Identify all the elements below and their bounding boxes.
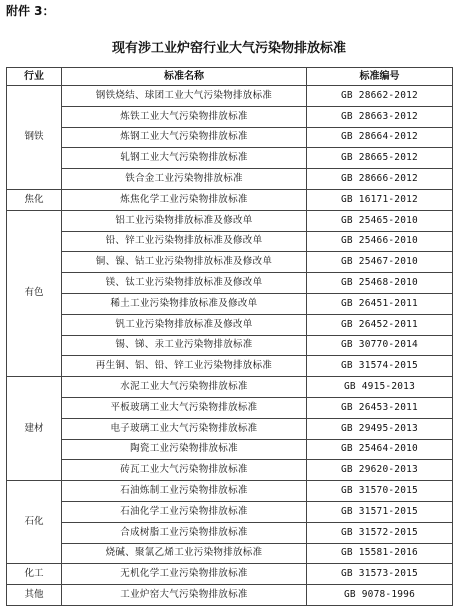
table-row [7,501,453,522]
table-row [7,356,453,377]
industry-cell: 其他 [7,585,62,606]
table-row [7,231,453,252]
standard-name-cell: 钢铁烧结、球团工业大气污染物排放标准 [62,86,307,107]
standard-name-cell: 合成树脂工业污染物排放标准 [62,522,307,543]
table-row [7,397,453,418]
table-row [7,481,453,502]
standard-name-cell: 无机化学工业污染物排放标准 [62,564,307,585]
industry-cell: 石化 [7,481,62,564]
standard-code-cell: GB 28662-2012 [307,86,453,107]
standards-table [6,67,453,606]
industry-cell: 化工 [7,564,62,585]
standard-code-cell: GB 15581-2016 [307,543,453,564]
table-row [7,189,453,210]
table-row [7,585,453,606]
standard-name-cell: 炼焦化学工业污染物排放标准 [62,189,307,210]
standard-name-cell: 石油炼制工业污染物排放标准 [62,481,307,502]
standard-name-cell: 铜、镍、钴工业污染物排放标准及修改单 [62,252,307,273]
table-row [7,293,453,314]
standard-code-cell: GB 25466-2010 [307,231,453,252]
standard-code-cell: GB 31572-2015 [307,522,453,543]
standard-name-cell: 再生铜、铝、铅、锌工业污染物排放标准 [62,356,307,377]
table-header-row [7,68,453,86]
header-standard-name: 标准名称 [62,68,307,86]
standard-code-cell: GB 26453-2011 [307,397,453,418]
header-standard-code: 标准编号 [307,68,453,86]
standard-name-cell: 钒工业污染物排放标准及修改单 [62,314,307,335]
standard-name-cell: 烧碱、聚氯乙烯工业污染物排放标准 [62,543,307,564]
standard-code-cell: GB 29620-2013 [307,460,453,481]
table-row [7,106,453,127]
standard-code-cell: GB 31570-2015 [307,481,453,502]
standard-code-cell: GB 25464-2010 [307,439,453,460]
standard-code-cell: GB 28665-2012 [307,148,453,169]
standard-name-cell: 铅、锌工业污染物排放标准及修改单 [62,231,307,252]
table-row [7,86,453,107]
industry-cell: 钢铁 [7,86,62,190]
standard-name-cell: 铝工业污染物排放标准及修改单 [62,210,307,231]
standard-name-cell: 工业炉窑大气污染物排放标准 [62,585,307,606]
standard-name-cell: 铁合金工业污染物排放标准 [62,169,307,190]
table-row [7,169,453,190]
standard-name-cell: 石油化学工业污染物排放标准 [62,501,307,522]
table-row [7,460,453,481]
standard-code-cell: GB 28664-2012 [307,127,453,148]
table-row [7,314,453,335]
table-row [7,522,453,543]
table-row [7,335,453,356]
standard-code-cell: GB 31573-2015 [307,564,453,585]
document-title: 现有涉工业炉窑行业大气污染物排放标准 [111,41,346,56]
table-row [7,439,453,460]
standard-code-cell: GB 4915-2013 [307,377,453,398]
standard-name-cell: 锡、锑、汞工业污染物排放标准 [62,335,307,356]
standard-code-cell: GB 16171-2012 [307,189,453,210]
standard-name-cell: 平板玻璃工业大气污染物排放标准 [62,397,307,418]
standard-code-cell: GB 31571-2015 [307,501,453,522]
standard-name-cell: 轧钢工业大气污染物排放标准 [62,148,307,169]
table-row [7,148,453,169]
standard-code-cell: GB 9078-1996 [307,585,453,606]
standard-code-cell: GB 28663-2012 [307,106,453,127]
header-industry: 行业 [7,68,62,86]
standard-name-cell: 电子玻璃工业大气污染物排放标准 [62,418,307,439]
table-row [7,210,453,231]
standard-code-cell: GB 28666-2012 [307,169,453,190]
industry-cell: 有色 [7,210,62,376]
standard-code-cell: GB 26452-2011 [307,314,453,335]
standard-code-cell: GB 25468-2010 [307,273,453,294]
table-row [7,418,453,439]
standard-name-cell: 炼钢工业大气污染物排放标准 [62,127,307,148]
standard-code-cell: GB 26451-2011 [307,293,453,314]
attachment-label: 附件 3： [6,4,55,18]
standard-name-cell: 陶瓷工业污染物排放标准 [62,439,307,460]
table-row [7,377,453,398]
standard-name-cell: 镁、钛工业污染物排放标准及修改单 [62,273,307,294]
standard-code-cell: GB 31574-2015 [307,356,453,377]
table-row [7,564,453,585]
standard-code-cell: GB 25467-2010 [307,252,453,273]
standard-name-cell: 稀土工业污染物排放标准及修改单 [62,293,307,314]
table-row [7,127,453,148]
table-row [7,543,453,564]
table-body [7,86,453,606]
industry-cell: 焦化 [7,189,62,210]
standard-name-cell: 砖瓦工业大气污染物排放标准 [62,460,307,481]
standard-name-cell: 炼铁工业大气污染物排放标准 [62,106,307,127]
standard-name-cell: 水泥工业大气污染物排放标准 [62,377,307,398]
standard-code-cell: GB 25465-2010 [307,210,453,231]
table-row [7,252,453,273]
industry-cell: 建材 [7,377,62,481]
table-row [7,273,453,294]
standard-code-cell: GB 29495-2013 [307,418,453,439]
standard-code-cell: GB 30770-2014 [307,335,453,356]
